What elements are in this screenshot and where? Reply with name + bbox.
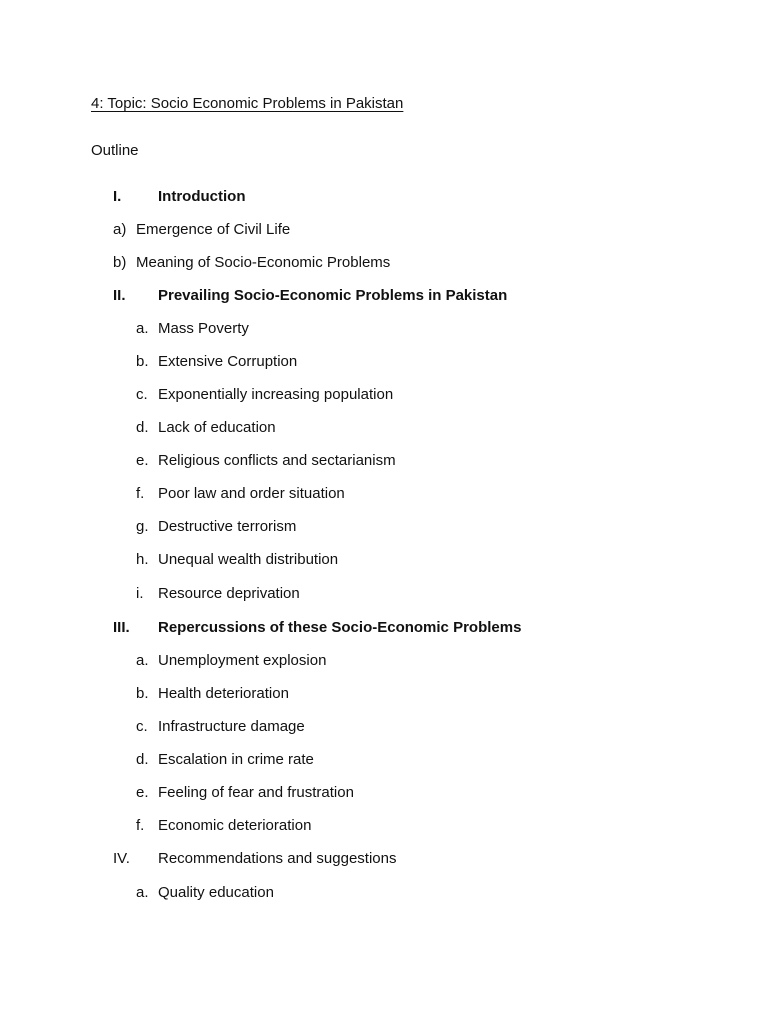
item-text: Lack of education: [158, 419, 276, 436]
item-marker: e.: [136, 452, 149, 469]
item-text: Unemployment explosion: [158, 652, 327, 669]
item-text: Extensive Corruption: [158, 353, 298, 370]
item-marker: h.: [136, 551, 149, 568]
item-text: Resource deprivation: [158, 585, 300, 602]
section-heading-text: Prevailing Socio-Economic Problems in Pakistan: [158, 287, 508, 304]
section-heading-text: Repercussions of these Socio-Economic Problems: [158, 619, 522, 636]
item-marker: a.: [136, 320, 149, 337]
item-text: Meaning of Socio-Economic Problems: [136, 254, 391, 271]
item-text: Emergence of Civil Life: [136, 221, 291, 238]
item-marker: a.: [136, 652, 149, 669]
section-marker: IV.: [113, 850, 130, 867]
item-marker: e.: [136, 784, 149, 801]
section-marker: II.: [113, 287, 126, 304]
section-marker: III.: [113, 619, 130, 636]
item-marker: b.: [136, 353, 149, 370]
outline-label: Outline: [91, 142, 139, 159]
document-title: 4: Topic: Socio Economic Problems in Pakistan: [91, 95, 404, 112]
item-text: Religious conflicts and sectarianism: [158, 452, 396, 469]
item-text: Feeling of fear and frustration: [158, 784, 354, 801]
item-marker: i.: [136, 585, 144, 602]
item-text: Poor law and order situation: [158, 485, 345, 502]
item-text: Health deterioration: [158, 685, 289, 702]
item-text: Escalation in crime rate: [158, 751, 314, 768]
item-marker: b.: [136, 685, 149, 702]
item-text: Mass Poverty: [158, 320, 249, 337]
section-heading-text: Recommendations and suggestions: [158, 850, 397, 867]
item-marker: d.: [136, 751, 149, 768]
item-marker: a): [113, 221, 127, 238]
item-marker: a.: [136, 884, 149, 901]
item-marker: d.: [136, 419, 149, 436]
item-text: Exponentially increasing population: [158, 386, 394, 403]
item-text: Quality education: [158, 884, 274, 901]
item-text: Unequal wealth distribution: [158, 551, 339, 568]
section-marker: I.: [113, 188, 122, 205]
item-text: Infrastructure damage: [158, 718, 305, 735]
item-marker: f.: [136, 485, 145, 502]
item-marker: c.: [136, 386, 148, 403]
item-text: Economic deterioration: [158, 817, 312, 834]
item-marker: b): [113, 254, 127, 271]
section-heading-text: Introduction: [158, 188, 246, 205]
item-marker: c.: [136, 718, 148, 735]
item-marker: f.: [136, 817, 145, 834]
item-text: Destructive terrorism: [158, 518, 297, 535]
item-marker: g.: [136, 518, 149, 535]
